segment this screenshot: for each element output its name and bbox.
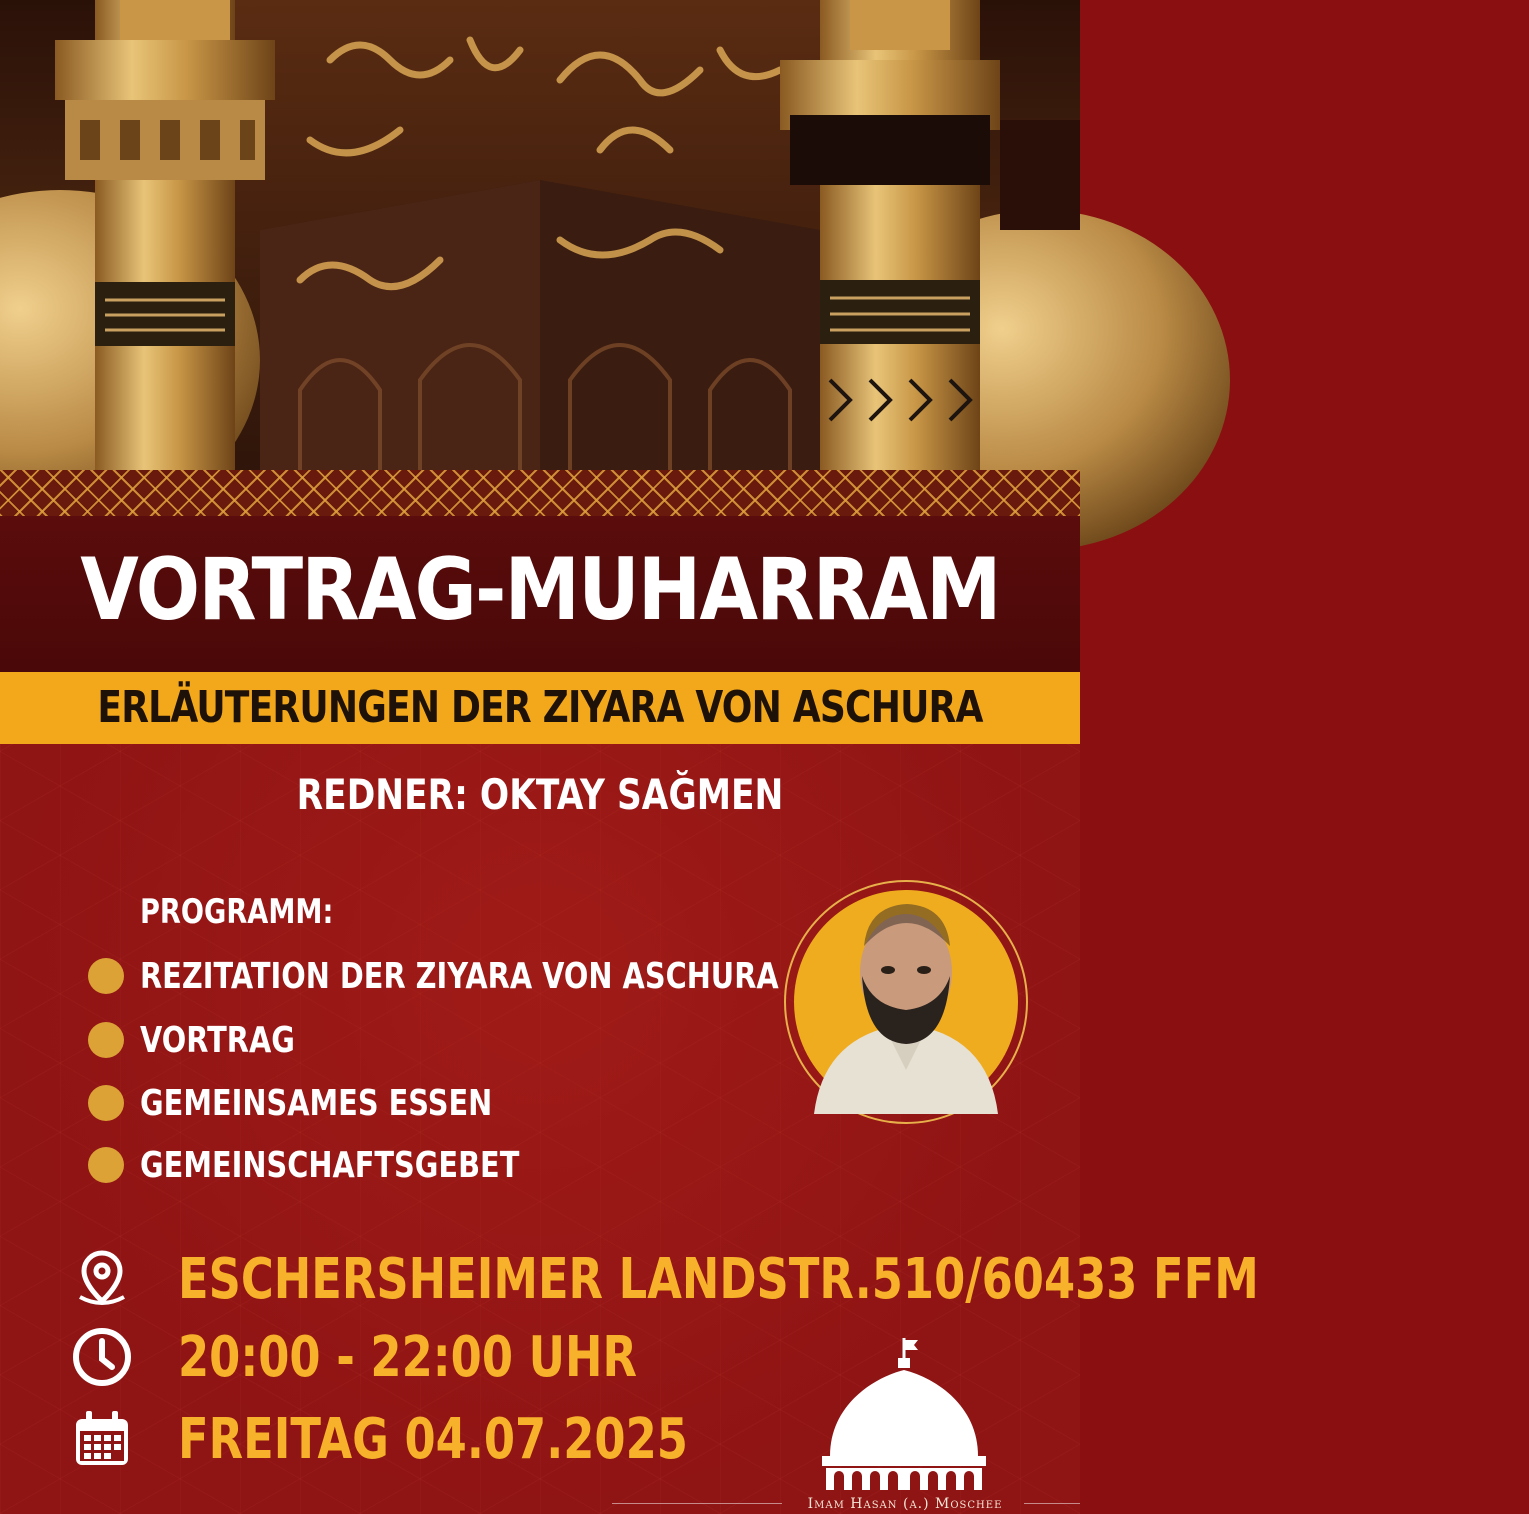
speaker-portrait xyxy=(794,890,1018,1114)
speaker-line: REDNER: OKTAY SAĞMEN xyxy=(296,770,784,819)
program-item-label: REZITATION DER ZIYARA VON ASCHURA xyxy=(140,955,779,997)
program-heading: PROGRAMM: xyxy=(140,892,334,932)
date-text: FREITAG 04.07.2025 xyxy=(178,1406,688,1472)
info-date xyxy=(70,1404,815,1474)
decorative-pattern-band xyxy=(0,470,1080,516)
mosque-dome-logo xyxy=(812,1336,996,1514)
logo-caption: Imam Hasan (a.) Moschee xyxy=(807,1496,1003,1512)
footer-divider-right xyxy=(1024,1503,1080,1504)
info-time xyxy=(70,1322,752,1392)
hero-photo xyxy=(0,0,1080,470)
info-address xyxy=(70,1244,1529,1314)
clock-icon xyxy=(70,1325,134,1389)
bullet-icon xyxy=(88,1085,124,1121)
bullet-icon xyxy=(88,958,124,994)
program-item xyxy=(88,1020,334,1060)
location-pin-icon xyxy=(70,1247,134,1311)
program-item-label: VORTRAG xyxy=(140,1019,295,1061)
calendar-icon xyxy=(70,1407,134,1471)
program-item-label: GEMEINSAMES ESSEN xyxy=(140,1082,493,1124)
bullet-icon xyxy=(88,1022,124,1058)
program-item-label: GEMEINSCHAFTSGEBET xyxy=(140,1144,520,1186)
address-text: ESCHERSHEIMER LANDSTR.510/60433 FFM xyxy=(178,1246,1259,1312)
poster-title: VORTRAG-MUHARRAM xyxy=(80,540,1000,640)
program-item xyxy=(88,1145,614,1185)
program-item xyxy=(88,1083,580,1123)
poster-subtitle: ERLÄUTERUNGEN DER ZIYARA VON ASCHURA xyxy=(97,682,983,733)
time-text: 20:00 - 22:00 UHR xyxy=(178,1324,637,1390)
footer-divider-left xyxy=(612,1503,782,1504)
bullet-icon xyxy=(88,1147,124,1183)
